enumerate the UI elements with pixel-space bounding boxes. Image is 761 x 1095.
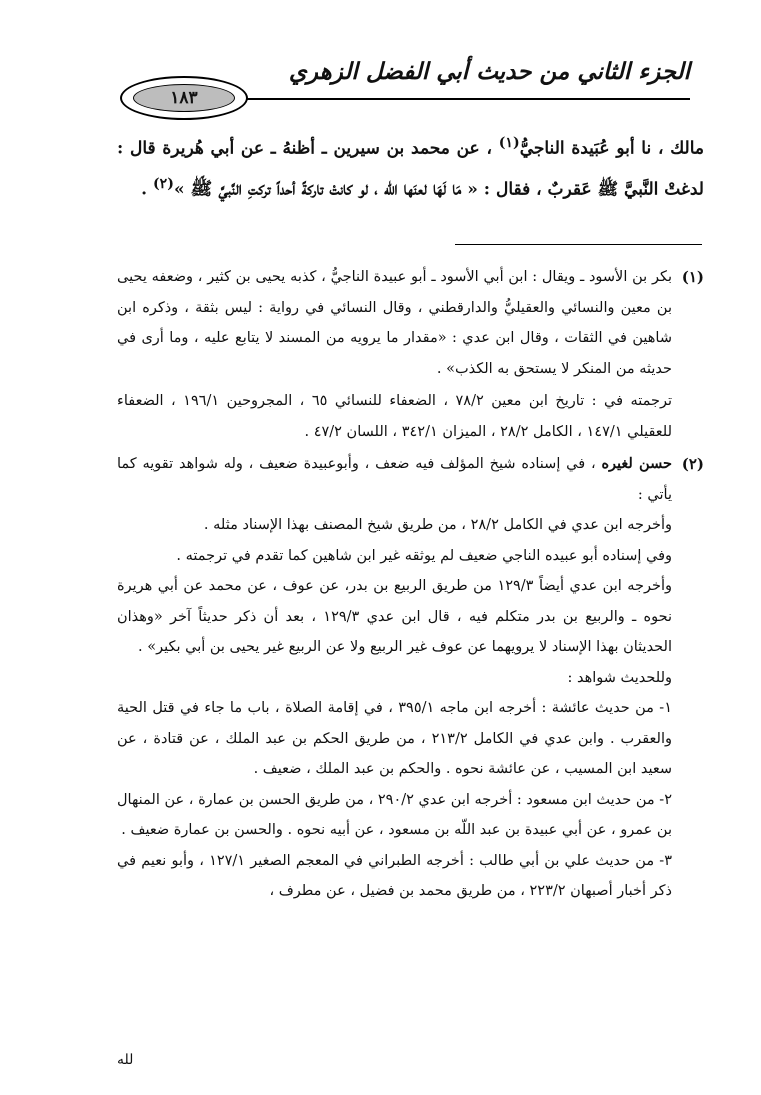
page-number: ١٨٣: [133, 84, 235, 112]
prophetic-quote: مَا لَهَا لعنَها اللّه ، لو كانتْ تاركةً أحداً تركتِ النَّبيَّ ﷺ: [190, 178, 462, 200]
hadith-text: [117, 126, 704, 207]
footnote-ref-2: (٢): [152, 175, 174, 192]
footnote-1-number: (١): [681, 268, 704, 286]
footnotes: [117, 262, 704, 907]
quote-close: »: [173, 179, 191, 200]
footnote-2-para-3: وفي إسناده أبو عبيده الناجي ضعيف لم يوثقه غير ابن شاهين كما تقدم في ترجمته .: [176, 547, 672, 564]
catchword: لله: [117, 1052, 134, 1068]
page-header: [120, 58, 690, 120]
hadith-chain-start: مالك ، نا أبو عُبَيدة الناجيُّ: [519, 138, 704, 159]
footnote-2-number: (٢): [681, 455, 704, 473]
footnote-2-para-4: وأخرجه ابن عدي أيضاً ١٢٩/٣ من طريق الربيع بن بدر، عن عوف ، عن محمد عن أبي هريرة نحوه ـ والربيع بن بدر متكلم فيه ، قال ابن عدي ١٢٩/٣ ، بعد أن ذكر حديثاً آخر «وهذان الحديثان بهذا الإسناد لا يرويهما عن عوف غير الربيع ولا عن الربيع غير يحيى بن أبي بكير» .: [117, 578, 672, 655]
hadith-end: .: [141, 179, 153, 200]
hadith-chain-rest: ، عن محمد بن سيرين ـ أظنهُ ـ عن أبي هُريرة قال : لدغتْ النَّبيَّ ﷺ عَقربٌ ، فقال : «: [117, 138, 704, 200]
footnote-2: [117, 449, 704, 907]
header-rule: [210, 98, 690, 100]
running-title: الجزء الثاني من حديث أبي الفضل الزهري: [288, 58, 690, 85]
footnote-2-para-7: ٢- من حديث ابن مسعود : أخرجه ابن عدي ٢٩٠/٢ ، من طريق الحسن بن عمارة ، عن المنهال بن عمرو ، عن أبي عبيدة بن عبد اللّه بن مسعود ، عن أبيه نحوه . والحسن بن عمارة ضعيف .: [117, 791, 672, 838]
footnote-2-para-6: ١- من حديث عائشة : أخرجه ابن ماجه ٣٩٥/١ ، في إقامة الصلاة ، باب ما جاء في قتل الحية والعقرب . وابن عدي في الكامل ٢١٣/٢ ، من طريق الحكم بن عبد الملك ، عن قتادة ، عن سعيد ابن المسيب ، عن عائشة نحوه . والحكم بن عبد الملك ، ضعيف .: [117, 700, 672, 777]
footnote-1-text: بكر بن الأسود ـ ويقال : ابن أبي الأسود ـ أبو عبيدة الناجيُّ ، كذبه يحيى بن كثير ، وضعفه يحيى بن معين والنسائي والعقيليُّ والدارقطني ، وقال النسائي في رواية : ليس بثقة ، وذكره ابن شاهين في الثقات ، وقال ابن عدي : «مقدار ما يرويه من المسند لا يتابع عليه ، وما أرى في حديثه من المنكر لا يستحق به الكذب» .: [117, 269, 672, 377]
footnote-separator: [455, 244, 702, 245]
footnote-1: [117, 262, 704, 447]
footnote-2-para-2: وأخرجه ابن عدي في الكامل ٢٨/٢ ، من طريق شيخ المصنف بهذا الإسناد مثله .: [203, 517, 672, 533]
footnote-ref-1: (١): [498, 135, 520, 151]
footnote-2-intro: [117, 449, 672, 510]
footnote-2-para-8: ٣- من حديث علي بن أبي طالب : أخرجه الطبراني في المعجم الصغير ١٢٧/١ ، وأبو نعيم في ذكر أخبار أصبهان ٢٢٣/٢ ، من طريق محمد بن فضيل ، عن مطرف ،: [117, 852, 672, 899]
hadith-paragraph: [117, 126, 704, 207]
page-number-frame: [120, 76, 248, 120]
footnote-2-intro-text: ، في إسناده شيخ المؤلف فيه ضعف ، وأبوعبيدة ضعيف ، وله شواهد تقويه كما يأتي :: [117, 456, 672, 503]
footnote-2-para-5: وللحديث شواهد :: [567, 669, 672, 686]
grading-label: حسن لغيره: [601, 455, 672, 472]
footnote-1-sources: ترجمته في : تاريخ ابن معين ٧٨/٢ ، الضعفاء للنسائي ٦٥ ، المجروحين ١٩٦/١ ، الضعفاء للعقيلي ١٤٧/١ ، الكامل ٢٨/٢ ، الميزان ٣٤٢/١ ، اللسان ٤٧/٢ .: [117, 393, 673, 440]
